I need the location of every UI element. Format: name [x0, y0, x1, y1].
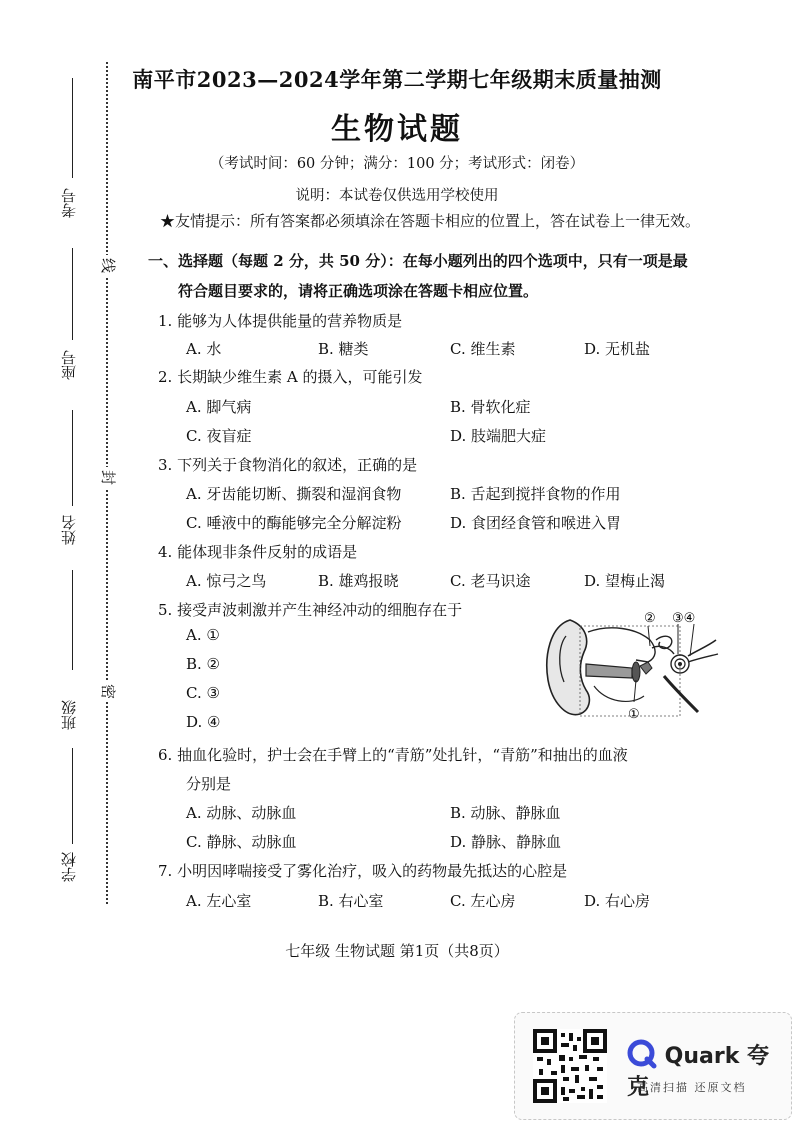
- q7-option-c: C. 左心房: [450, 892, 516, 910]
- qr-code-icon: [533, 1029, 607, 1103]
- q5-option-a: A. ①: [186, 626, 220, 644]
- seat-number-label: 座号: [60, 350, 78, 380]
- seal-char-seal: 封: [101, 468, 116, 486]
- fig-label-2: ②: [644, 611, 656, 626]
- seal-char-line: 线: [101, 256, 116, 274]
- fig-label-1: ①: [628, 707, 640, 722]
- q6-option-b: B. 动脉、静脉血: [450, 804, 561, 822]
- q4-option-b: B. 雄鸡报晓: [318, 572, 399, 590]
- usage-note: 说明：本试卷仅供选用学校使用: [295, 188, 499, 204]
- subject-title: 生物试题: [331, 112, 463, 147]
- q5-option-b: B. ②: [186, 655, 221, 673]
- seal-char-secret: 密: [101, 682, 116, 700]
- q5-option-c: C. ③: [186, 684, 220, 702]
- q2-option-c: C. 夜盲症: [186, 427, 252, 445]
- question-1-stem: 1. 能够为人体提供能量的营养物质是: [158, 312, 403, 330]
- q7-option-a: A. 左心室: [186, 892, 252, 910]
- exam-title: 南平市2023—2024学年第二学期七年级期末质量抽测: [132, 67, 662, 92]
- q3-option-b: B. 舌起到搅拌食物的作用: [450, 485, 621, 503]
- friendly-tip: ★友情提示：所有答案都必须填涂在答题卡相应的位置上，答在试卷上一律无效。: [160, 212, 701, 230]
- q1-option-b: B. 糖类: [318, 340, 369, 358]
- q1-option-d: D. 无机盐: [584, 340, 651, 358]
- question-6-stem-line1: 6. 抽血化验时，护士会在手臂上的“青筋”处扎针，“青筋”和抽出的血液: [158, 746, 628, 764]
- q4-option-a: A. 惊弓之鸟: [186, 572, 267, 590]
- q2-option-a: A. 脚气病: [186, 398, 252, 416]
- fig-label-34: ③④: [672, 611, 696, 626]
- question-4-stem: 4. 能体现非条件反射的成语是: [158, 543, 358, 561]
- quark-scan-badge: [514, 1012, 792, 1120]
- section-heading-line2: 符合题目要求的，请将正确选项涂在答题卡相应位置。: [178, 282, 539, 300]
- quark-brand-text: Quark 夸克: [627, 1044, 770, 1100]
- name-label: 姓名: [60, 515, 78, 545]
- q1-option-c: C. 维生素: [450, 340, 516, 358]
- q6-option-a: A. 动脉、动脉血: [186, 804, 297, 822]
- question-2-stem: 2. 长期缺少维生素 A 的摄入，可能引发: [158, 368, 423, 386]
- q5-option-d: D. ④: [186, 713, 221, 731]
- exam-info: （考试时间：60 分钟；满分：100 分；考试形式：闭卷）: [209, 156, 585, 172]
- quark-subtitle: 高清扫描 还原文档: [637, 1081, 747, 1094]
- q3-option-d: D. 食团经食管和喉进入胃: [450, 514, 622, 532]
- school-label: 学校: [60, 852, 78, 882]
- q1-option-a: A. 水: [186, 340, 222, 358]
- school-blank: [72, 748, 73, 844]
- question-5-stem: 5. 接受声波刺激并产生神经冲动的细胞存在于: [158, 601, 463, 619]
- q3-option-a: A. 牙齿能切断、撕裂和湿润食物: [186, 485, 402, 503]
- class-label: 班级: [60, 700, 78, 730]
- q6-option-c: C. 静脉、动脉血: [186, 833, 297, 851]
- quark-q-icon: [627, 1039, 657, 1069]
- page-footer: 七年级 生物试题 第1页（共8页）: [285, 942, 509, 960]
- seat-number-blank: [72, 248, 73, 340]
- question-7-stem: 7. 小明因哮喘接受了雾化治疗，吸入的药物最先抵达的心腔是: [158, 862, 568, 880]
- q4-option-d: D. 望梅止渴: [584, 572, 666, 590]
- q7-option-d: D. 右心房: [584, 892, 651, 910]
- ear-anatomy-figure: [540, 606, 720, 724]
- q4-option-c: C. 老马识途: [450, 572, 531, 590]
- q7-option-b: B. 右心室: [318, 892, 384, 910]
- name-blank: [72, 410, 73, 506]
- question-6-stem-line2: 分别是: [186, 775, 232, 793]
- question-3-stem: 3. 下列关于食物消化的叙述，正确的是: [158, 456, 418, 474]
- q6-option-d: D. 静脉、静脉血: [450, 833, 562, 851]
- class-blank: [72, 570, 73, 670]
- q3-option-c: C. 唾液中的酶能够完全分解淀粉: [186, 514, 402, 532]
- section-heading-line1: 一、选择题（每题 2 分，共 50 分）：在每小题列出的四个选项中，只有一项是最: [148, 252, 688, 270]
- q2-option-d: D. 肢端肥大症: [450, 427, 547, 445]
- exam-number-label: 考号: [60, 188, 78, 218]
- q2-option-b: B. 骨软化症: [450, 398, 531, 416]
